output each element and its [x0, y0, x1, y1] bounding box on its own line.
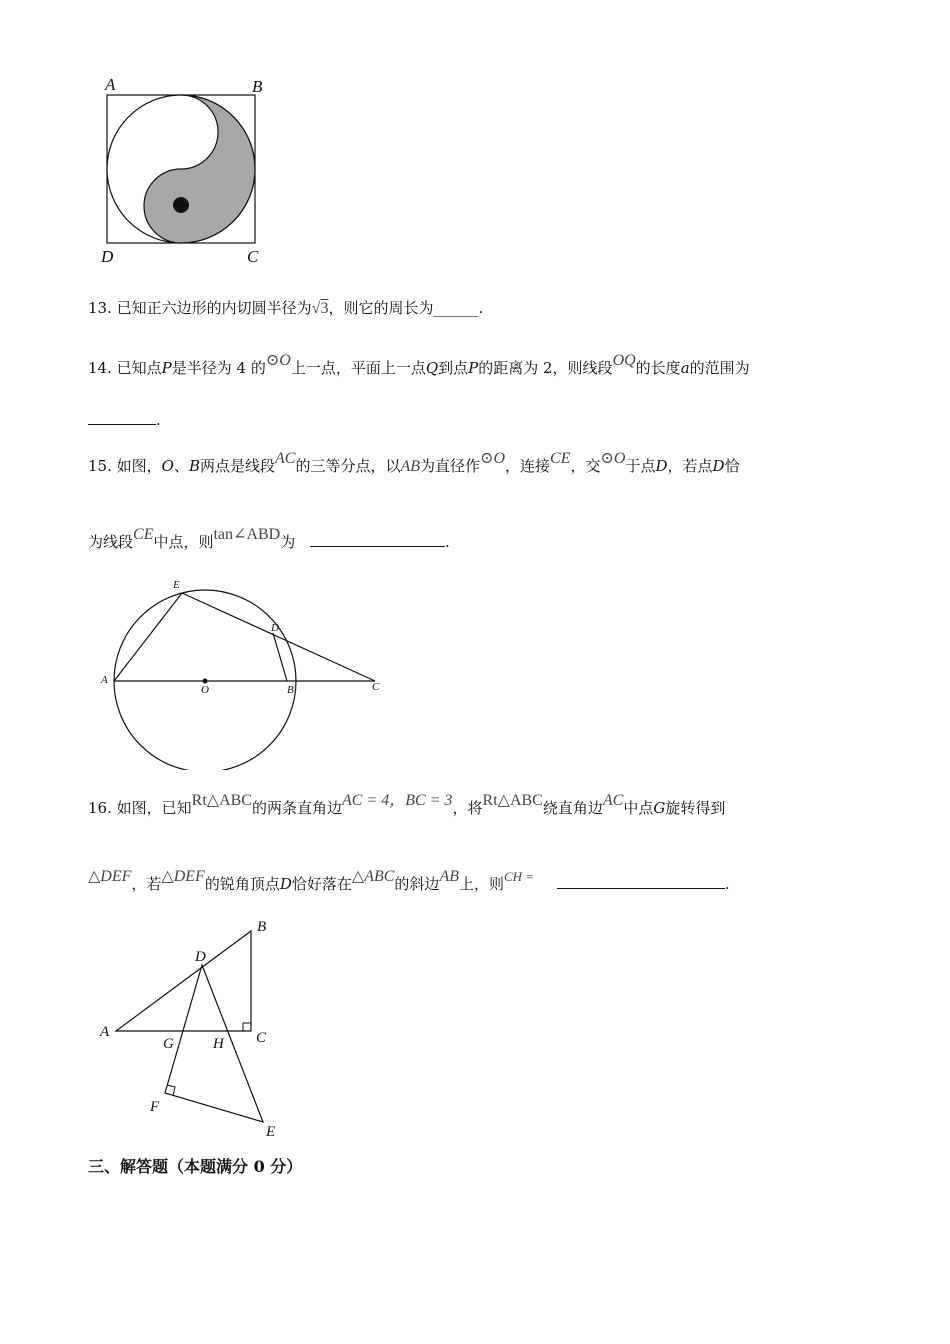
label-C: C — [256, 1030, 267, 1046]
q16-text-6: 旋转得到 — [665, 799, 726, 817]
q15-point-b: B — [188, 457, 201, 475]
figure-triangles-q16 — [95, 915, 295, 1145]
q15-circle-o: ⊙O — [480, 450, 506, 467]
q16-line2-text-5: 上，则 — [458, 875, 504, 893]
q16-triangle-def-2: △DEF — [161, 868, 205, 885]
section-3-heading: 三、解答题（本题满分 0 分） — [88, 1157, 303, 1176]
q16-text-4: 绕直角边 — [542, 799, 603, 817]
question-16 — [88, 792, 726, 819]
q13-text-pre: 已知正六边形的内切圆半径为 — [116, 299, 312, 317]
q16-ch-expression: CH = — [504, 869, 535, 884]
q15-line2-text-2: 中点，则 — [153, 533, 214, 551]
label-B: B — [287, 684, 294, 696]
label-D: D — [195, 949, 206, 965]
q14-number: 14. — [88, 359, 112, 377]
q15-tan-expression: tan∠ABD — [213, 526, 281, 543]
q14-blank — [88, 410, 156, 425]
q15-text-4: 为直径作 — [420, 457, 481, 475]
triangle-abc — [116, 931, 251, 1031]
q15-segment-ce: CE — [550, 450, 571, 467]
q14-segment-oq: OQ — [612, 352, 636, 369]
question-13 — [88, 298, 483, 319]
q16-equation: AC = 4，BC = 3 — [342, 792, 453, 809]
q16-line2-text-2: 的锐角顶点 — [204, 875, 280, 893]
q16-text-5: 中点 — [623, 799, 654, 817]
q15-text-7: 于点 — [625, 457, 656, 475]
question-15-line-2 — [88, 526, 450, 553]
label-C: C — [247, 247, 259, 266]
q15-text-9: 恰 — [724, 457, 740, 475]
q16-line2-text-1: ，若 — [131, 875, 162, 893]
q14-point-p2: P — [468, 359, 479, 377]
q16-text-3: ，将 — [452, 799, 483, 817]
q15-point-d2: D — [712, 457, 725, 475]
label-G: G — [163, 1036, 174, 1052]
q14-text-6: 的长度 — [635, 359, 681, 377]
q14-point-p: P — [161, 359, 172, 377]
q15-circle-o2: ⊙O — [600, 450, 626, 467]
segment-ec — [182, 593, 375, 681]
q16-triangle-def: △DEF — [88, 868, 132, 885]
q16-line2-text-4: 的斜边 — [394, 875, 440, 893]
black-dot — [173, 197, 189, 213]
q14-circle-o: ⊙O — [265, 352, 291, 369]
q14-end: . — [156, 411, 161, 429]
label-A: A — [100, 1024, 110, 1040]
q15-sep: 、 — [173, 457, 189, 475]
q14-text-5: 的距离为 2，则线段 — [478, 359, 613, 377]
q13-text-post: ，则它的周长为 — [328, 299, 434, 317]
q13-blank: ______ — [433, 299, 479, 317]
question-15 — [88, 450, 740, 477]
white-dot — [173, 123, 189, 139]
label-E: E — [266, 1124, 276, 1140]
q16-number: 16. — [88, 799, 112, 817]
q16-segment-ab: AB — [439, 868, 459, 885]
sqrt-symbol: √3 — [311, 300, 329, 317]
label-D: D — [101, 247, 114, 266]
label-E: E — [173, 579, 180, 591]
q16-line2-text-3: 恰好落在 — [291, 875, 352, 893]
q16-triangle-abc: △ABC — [351, 868, 395, 885]
q16-text-1: 如图，已知 — [116, 799, 192, 817]
q14-point-q: Q — [425, 359, 439, 377]
q14-text-1: 已知点 — [116, 359, 162, 377]
q16-blank — [557, 874, 725, 889]
figure-yinyang — [95, 72, 275, 267]
q14-text-4: 到点 — [438, 359, 469, 377]
q16-rt-abc: Rt△ABC — [191, 792, 252, 809]
q16-point-d: D — [279, 875, 292, 893]
q15-blank — [310, 532, 445, 547]
label-B: B — [257, 919, 267, 935]
q15-text-1: 如图， — [116, 457, 162, 475]
q14-var-a: a — [680, 359, 690, 377]
question-14 — [88, 352, 750, 379]
q15-segment-ab: AB — [400, 458, 421, 475]
q14-answer-line — [88, 410, 161, 430]
segment-ae — [114, 593, 182, 681]
q15-end: . — [445, 533, 450, 551]
label-B: B — [252, 77, 263, 96]
q15-segment-ce2: CE — [133, 526, 154, 543]
q15-text-8: ，若点 — [667, 457, 713, 475]
q16-point-g: G — [653, 799, 666, 817]
right-angle-c — [243, 1023, 251, 1031]
q13-number: 13. — [88, 299, 112, 317]
center-point-o — [203, 679, 208, 684]
label-H: H — [213, 1036, 224, 1052]
label-C: C — [372, 681, 380, 693]
q14-text-7: 的范围为 — [689, 359, 750, 377]
q15-segment-ac: AC — [275, 450, 296, 467]
figure-circle-q15 — [95, 575, 395, 770]
q15-text-6: ，交 — [570, 457, 601, 475]
q14-text-3: 上一点，平面上一点 — [290, 359, 426, 377]
q15-line2-text-1: 为线段 — [88, 533, 134, 551]
question-16-line-2 — [88, 868, 730, 895]
q15-number: 15. — [88, 457, 112, 475]
label-A: A — [101, 674, 108, 686]
label-A: A — [105, 75, 116, 94]
label-O: O — [201, 684, 209, 696]
q16-rt-abc-2: Rt△ABC — [482, 792, 543, 809]
q15-text-2: 两点是线段 — [200, 457, 276, 475]
q15-text-5: ，连接 — [505, 457, 551, 475]
q13-end: . — [478, 299, 484, 317]
label-F: F — [150, 1099, 160, 1115]
q13-sqrt-value: 3 — [320, 300, 329, 317]
q16-text-2: 的两条直角边 — [251, 799, 342, 817]
label-D: D — [271, 622, 279, 634]
q15-line2-text-3: 为 — [280, 533, 296, 551]
q16-end: . — [724, 875, 730, 893]
q14-text-2: 是半径为 4 的 — [171, 359, 266, 377]
q16-segment-ac: AC — [602, 792, 624, 809]
q15-text-3: 的三等分点，以 — [295, 457, 401, 475]
q15-point-d: D — [655, 457, 668, 475]
q15-point-o: O — [161, 457, 174, 475]
